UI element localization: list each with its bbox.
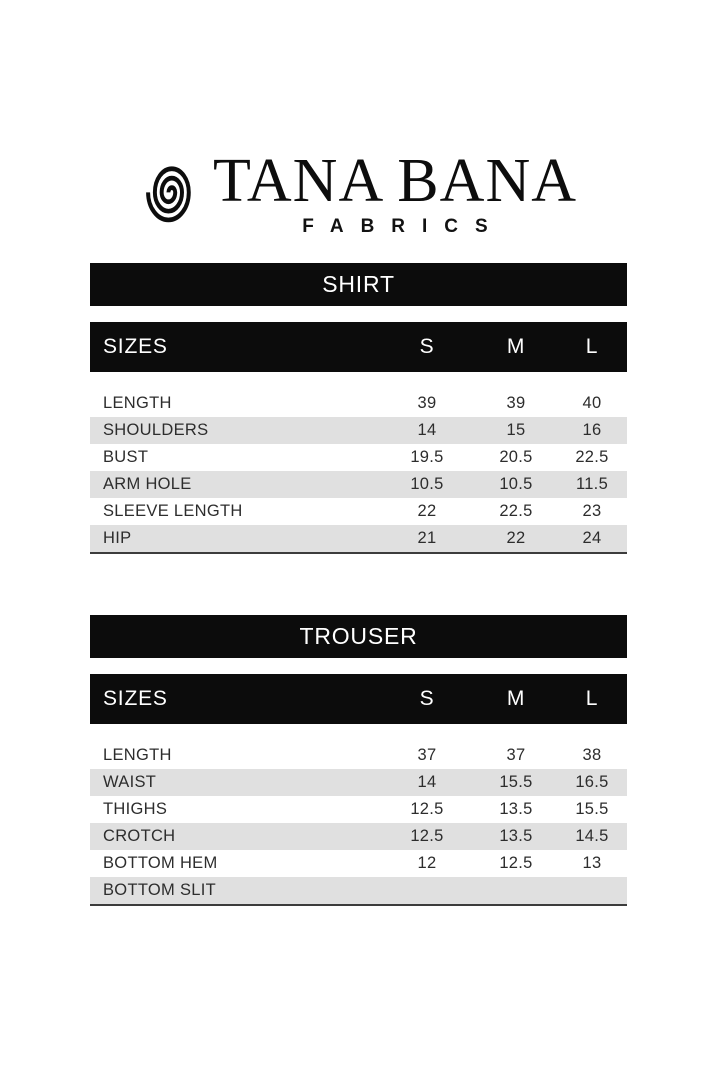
sizes-header-label: SIZES <box>103 335 168 358</box>
shirt-title: SHIRT <box>322 271 395 297</box>
size-column-s: S <box>419 335 435 358</box>
table-row-length <box>90 742 627 769</box>
size-column-m: M <box>506 687 526 710</box>
cell-m: 12.5 <box>499 854 533 872</box>
cell-l: 16 <box>582 421 602 439</box>
table-row-bottom-hem <box>90 850 627 877</box>
trouser-title-bar <box>90 615 627 658</box>
cell-s: 14 <box>417 421 437 439</box>
cell-m: 22 <box>506 529 526 547</box>
table-row-arm-hole <box>90 471 627 498</box>
cell-m: 15 <box>506 421 526 439</box>
cell-s: 14 <box>417 773 437 791</box>
shirt-table-body <box>90 390 627 554</box>
row-label: THIGHS <box>103 800 168 818</box>
table-row-length <box>90 390 627 417</box>
row-label: SHOULDERS <box>103 421 209 439</box>
cell-m: 39 <box>506 394 526 412</box>
table-row-thighs <box>90 796 627 823</box>
table-row-waist <box>90 769 627 796</box>
cell-m: 15.5 <box>499 773 533 791</box>
row-label: HIP <box>103 529 132 547</box>
cell-l: 23 <box>582 502 602 520</box>
cell-s: 37 <box>417 746 437 764</box>
trouser-size-chart <box>90 615 627 906</box>
table-row-sleeve-length <box>90 498 627 525</box>
table-row-bust <box>90 444 627 471</box>
size-column-l: L <box>585 687 599 710</box>
cell-s: 22 <box>417 502 437 520</box>
row-label: LENGTH <box>103 746 172 764</box>
shirt-title-bar <box>90 263 627 306</box>
cell-l: 40 <box>582 394 602 412</box>
row-label: BUST <box>103 448 149 466</box>
cell-s: 21 <box>417 529 437 547</box>
spiral-icon <box>143 162 195 226</box>
row-label: WAIST <box>103 773 157 791</box>
cell-s: 10.5 <box>410 475 444 493</box>
size-column-s: S <box>419 687 435 710</box>
cell-l: 13 <box>582 854 602 872</box>
cell-l: 15.5 <box>575 800 609 818</box>
table-row-hip <box>90 525 627 552</box>
shirt-sizes-header-row <box>90 322 627 372</box>
row-label: ARM HOLE <box>103 475 192 493</box>
table-row-shoulders <box>90 417 627 444</box>
row-label: BOTTOM SLIT <box>103 881 217 899</box>
cell-m: 13.5 <box>499 800 533 818</box>
cell-l: 24 <box>582 529 602 547</box>
size-column-m: M <box>506 335 526 358</box>
cell-m: 20.5 <box>499 448 533 466</box>
logo-text <box>213 147 577 238</box>
table-row-crotch <box>90 823 627 850</box>
trouser-sizes-header-row <box>90 674 627 724</box>
brand-logo <box>0 0 720 238</box>
cell-l: 11.5 <box>575 475 609 493</box>
cell-m: 37 <box>506 746 526 764</box>
trouser-table-body <box>90 742 627 906</box>
trouser-title: TROUSER <box>299 623 418 649</box>
row-label: CROTCH <box>103 827 176 845</box>
size-column-l: L <box>585 335 599 358</box>
brand-subtitle: FABRICS <box>302 216 505 237</box>
cell-l: 14.5 <box>575 827 609 845</box>
cell-s: 12.5 <box>410 827 444 845</box>
cell-l: 22.5 <box>575 448 609 466</box>
cell-s: 12.5 <box>410 800 444 818</box>
cell-l: 38 <box>582 746 602 764</box>
cell-s: 19.5 <box>410 448 444 466</box>
row-label: BOTTOM HEM <box>103 854 218 872</box>
cell-s: 39 <box>417 394 437 412</box>
brand-name: TANA BANA <box>213 147 577 215</box>
sizes-header-label: SIZES <box>103 687 168 710</box>
cell-m: 10.5 <box>499 475 533 493</box>
cell-l: 16.5 <box>575 773 609 791</box>
cell-s: 12 <box>417 854 437 872</box>
row-label: LENGTH <box>103 394 172 412</box>
table-row-bottom-slit <box>90 877 627 904</box>
cell-m: 13.5 <box>499 827 533 845</box>
shirt-size-chart <box>90 263 627 554</box>
row-label: SLEEVE LENGTH <box>103 502 243 520</box>
cell-m: 22.5 <box>499 502 533 520</box>
